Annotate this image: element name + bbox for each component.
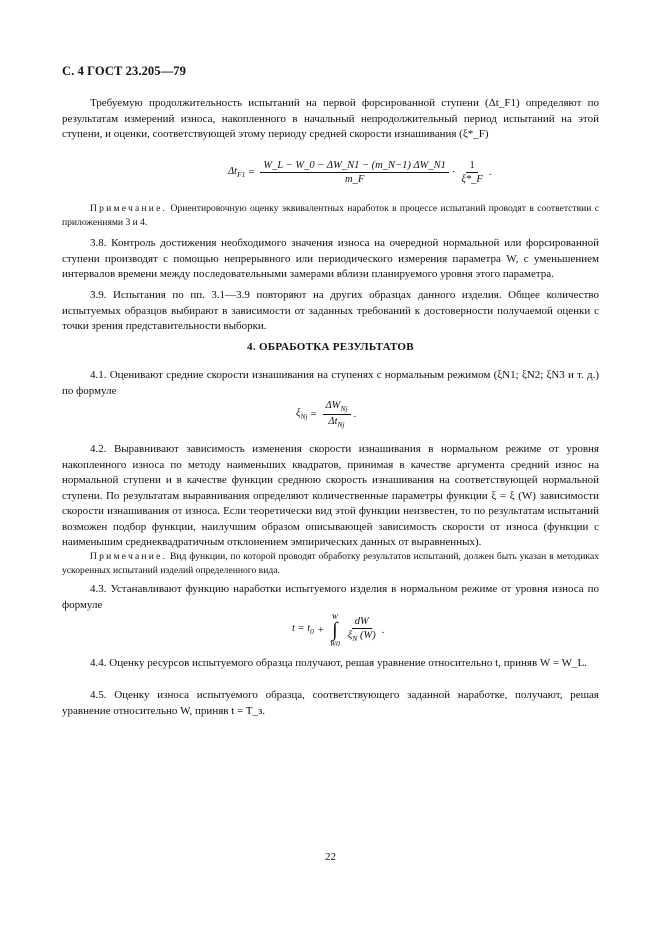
formula2-eq: = bbox=[310, 409, 317, 421]
formula1-eq: = bbox=[248, 167, 255, 178]
paragraph-4-4: 4.4. Оценку ресурсов испытуемого образца получают, решая уравнение относительно t, приняв W = W_L. bbox=[90, 657, 587, 669]
note-2 bbox=[62, 550, 599, 578]
paragraph-4-2: 4.2. Выравнивают зависимость изменения скорости изнашивания в нормальном режиме от уровня накопленного износа по методу наименьших квадратов, принимая в качестве аргумента средний износ на нормальной ступени и в качестве функции среднюю скорость изнашивания на соответствующей нормальной ступени. По результатам выравнивания определяют количественные параметры функции ξ = ξ (W) зависимости скорости изнашивания от износа. Если теоретически вид этой функции неизвестен, то по результатам испытаний возможен подбор функции, наилучшим образом описывающей зависимость скорости от износа (функции с наименьшим среднеквадратичным отклонением эмпирических данных от выравненных). bbox=[62, 443, 599, 548]
integral-lower-limit: W0 bbox=[329, 639, 340, 648]
section-heading: 4. ОБРАБОТКА РЕЗУЛЬТАТОВ bbox=[247, 341, 414, 353]
formula3-end: . bbox=[381, 624, 385, 636]
formula1-frac2-num: 1 bbox=[466, 160, 477, 173]
page-number: 22 bbox=[325, 851, 336, 863]
formula2-numerator: $\Delta W_{Nj}$ bbox=[323, 400, 351, 415]
formula2-end: . bbox=[353, 409, 357, 421]
formula1-end: . bbox=[488, 167, 492, 178]
formula-delta-t bbox=[228, 160, 491, 185]
formula3-fraction bbox=[345, 616, 379, 643]
formula-integral bbox=[292, 612, 384, 648]
formula3-denominator: $\xi_N$ (W) bbox=[347, 630, 376, 644]
note1-label: Примечание. bbox=[90, 203, 168, 214]
integral-sign bbox=[330, 612, 340, 648]
paragraph-intro: Требуемую продолжительность испытаний на первой форсированной ступени (Δt_F1) определяют по результатам измерений износа, накопленного в начальный непродолжительный период испытаний на этой ступени, и оценки, соответствующей этому периоду средней скорости изнашивания (ξ*_F) bbox=[62, 97, 599, 140]
note2-label: Примечание. bbox=[90, 551, 168, 562]
integral-symbol: ∫ bbox=[332, 619, 338, 641]
note-1 bbox=[62, 202, 599, 230]
formula1-mult: · bbox=[451, 167, 456, 178]
formula3-numerator: dW bbox=[352, 616, 372, 629]
paragraph-4-1: 4.1. Оценивают средние скорости изнашивания на ступенях с нормальным режимом (ξN1; ξN2; ξN3 и т. д.) по формуле bbox=[62, 369, 599, 397]
formula1-fraction bbox=[260, 160, 449, 185]
formula2-denominator: $\Delta t_{Nj}$ bbox=[328, 416, 345, 430]
formula1-frac2-den: ξ*_F bbox=[461, 174, 483, 185]
note2-text: Вид функции, по которой проводят обработку результатов испытаний, должен быть указан в методиках ускоренных испытаний изделий определенного вида. bbox=[62, 551, 600, 576]
formula1-denominator: m_F bbox=[344, 174, 365, 185]
formula2-lhs: $\xi_{Nj}$ bbox=[296, 408, 308, 422]
formula1-numerator: W_L − W_0 − ΔW_N1 − (m_N−1) ΔW_N1 bbox=[260, 160, 449, 173]
formula1-lhs: $\Delta t_{F1}$ bbox=[228, 165, 246, 180]
formula-xi bbox=[296, 400, 356, 429]
page-header: С. 4 ГОСТ 23.205—79 bbox=[62, 64, 186, 78]
paragraph-4-3: 4.3. Устанавливают функцию наработки испытуемого изделия в нормальном режиме от уровня износа по формуле bbox=[62, 583, 599, 611]
formula3-plus: + bbox=[317, 624, 324, 636]
integral-upper-limit: W bbox=[331, 612, 338, 621]
paragraph-4-5: 4.5. Оценку износа испытуемого образца, соответствующего заданной наработке, получают, решая уравнение относительно W, приняв t = T_з. bbox=[62, 689, 599, 717]
note1-text: Ориентировочную оценку эквивалентных наработок в процессе испытаний проводят в соответствии с приложениями 3 и 4. bbox=[62, 203, 599, 228]
formula2-fraction bbox=[323, 400, 351, 429]
paragraph-3-9: 3.9. Испытания по пп. 3.1—3.9 повторяют на других образцах данного изделия. Общее количество испытуемых образцов выбирают в зависимости от заданных требований к достоверности получаемой оценки с точки зрения представительности выборки. bbox=[62, 289, 599, 332]
paragraph-3-8: 3.8. Контроль достижения необходимого значения износа на очередной нормальной или форсированной ступени производят с помощью непрерывного или периодического измерения параметра W, с уменьшением интервалов времени между последовательными замерами вблизи планируемого уровня этого параметра. bbox=[62, 237, 599, 280]
formula1-fraction2 bbox=[458, 160, 485, 185]
formula3-lhs: $t = t_0$ bbox=[292, 623, 314, 637]
